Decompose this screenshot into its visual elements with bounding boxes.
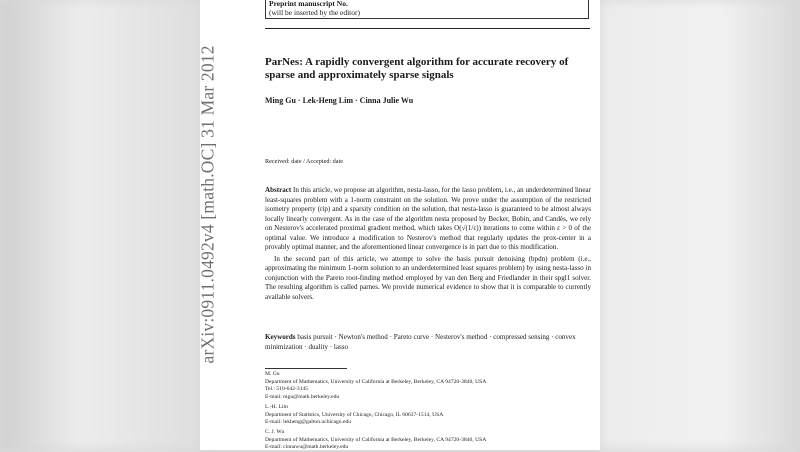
- aff-tel: Tel.: 510-642-3145: [265, 386, 309, 393]
- paper-title: ParNes: A rapidly convergent algorithm for accurate recovery of sparse and approximately sparse signals: [265, 56, 569, 81]
- preprint-heading: Preprint manuscript No.: [269, 0, 348, 8]
- background-left: [0, 0, 200, 450]
- aff-name: C. J. Wu: [265, 429, 285, 435]
- aff-email: E-mail: lekheng@galton.uchicago.edu: [265, 419, 352, 426]
- title-rule: [265, 28, 590, 29]
- aff-dept: Department of Mathematics, University of California at Berkeley, Berkeley, CA 94720-3840, USA: [265, 378, 487, 385]
- affiliation-gu: [265, 371, 595, 402]
- aff-email: E-mail: mgu@math.berkeley.edu: [265, 394, 340, 401]
- aff-name: L.-H. Lim: [265, 404, 288, 410]
- background-right: [600, 0, 800, 450]
- keywords-label: Keywords: [265, 333, 296, 341]
- abstract-paragraph-2: In the second part of this article, we attempt to solve the basis pursuit denoising (bpdn) problem (i.e., approximating the minimum 1-norm solution to an underdetermined least squares problem) by using nesta-lasso in conjunction with the Pareto root-finding method employed by van den Berg and Friedlander in their spgl1 solver. The resulting algorithm is called parnes. We provide numerical evidence to show that it is comparable to currently available solvers.: [265, 254, 591, 302]
- affiliation-wu: [265, 429, 595, 452]
- affiliation-lim: [265, 404, 595, 427]
- paper-page: [197, 0, 600, 451]
- aff-email: E-mail: cinnawu@math.berkeley.edu: [265, 444, 349, 451]
- authors: Ming Gu · Lek-Heng Lim · Cinna Julie Wu: [265, 96, 414, 105]
- abstract-label: Abstract: [265, 186, 292, 194]
- keywords-text: basis pursuit · Newton's method · Pareto curve · Nesterov's method · compressed sensing · convex minimization · duality · lasso: [265, 333, 576, 351]
- aff-dept: Department of Statistics, University of Chicago, Chicago, IL 60637-1514, USA: [265, 411, 444, 418]
- footnote-rule: [265, 368, 347, 369]
- aff-dept: Department of Mathematics, University of California at Berkeley, Berkeley, CA 94720-3840, USA: [265, 436, 487, 443]
- abstract-paragraph-1: In this article, we propose an algorithm, nesta-lasso, for the lasso problem, i.e., an underdetermined linear least-squares problem with a 1-norm constraint on the solution. We prove under the assumption of the restricted isometry property (rip) and a sparsity condition on the solution, that nesta-lasso is guaranteed to be almost always locally linearly convergent. As in the case of the algorithm nesta proposed by Becker, Bobin, and Candès, we rely on Nesterov's accelerated proximal gradient method, which takes O(√(1/ε)) iterations to come within ε > 0 of the optimal value. We introduce a modification to Nesterov's method that regularly updates the prox-center in a provably optimal manner, and the aforementioned linear convergence is in part due to this modification.: [265, 186, 591, 252]
- arxiv-watermark: arXiv:0911.0492v4 [math.OC] 31 Mar 2012: [197, 45, 218, 364]
- preprint-box: [265, 0, 589, 19]
- aff-name: M. Gu: [265, 371, 280, 377]
- abstract: [265, 186, 591, 303]
- preprint-note: (will be inserted by the editor): [269, 7, 361, 17]
- keywords: [265, 333, 591, 352]
- received-date: Received: date / Accepted: date: [265, 158, 343, 165]
